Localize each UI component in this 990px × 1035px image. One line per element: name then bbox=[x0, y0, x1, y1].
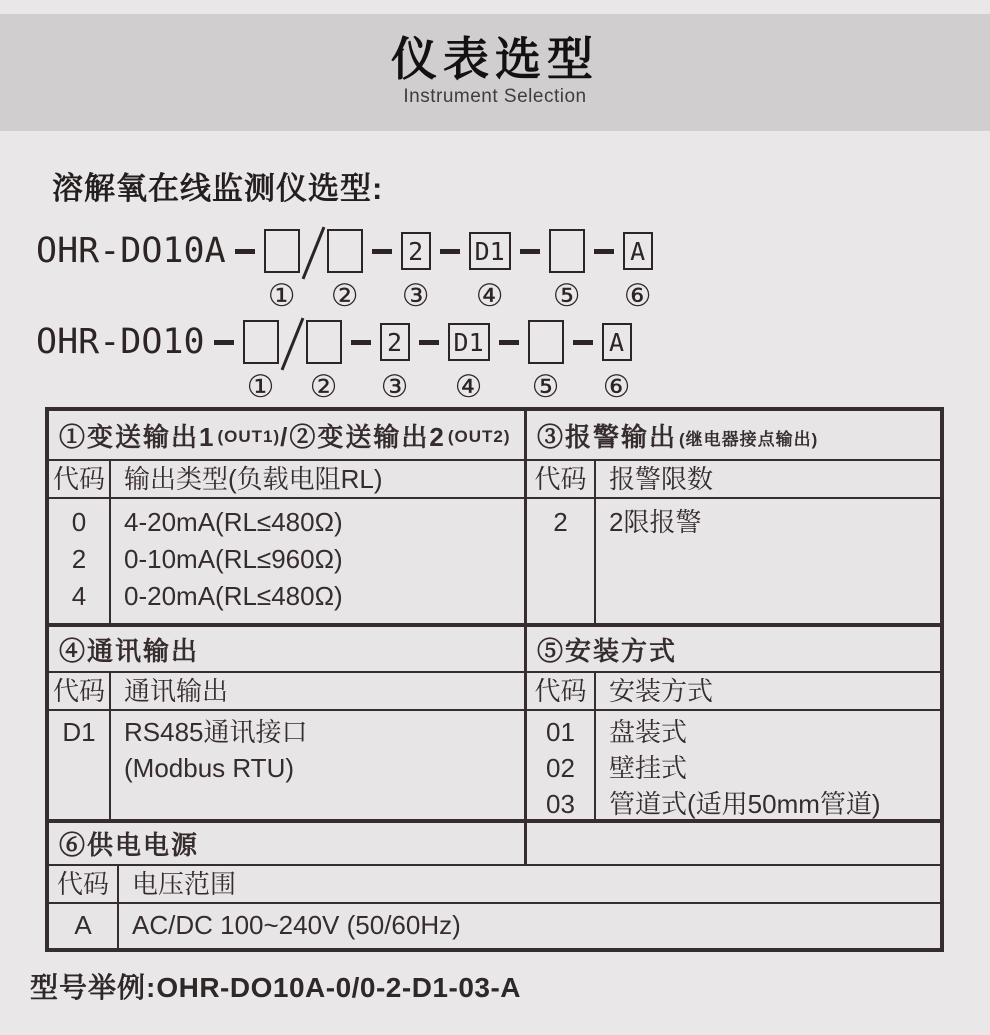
option-box bbox=[327, 229, 363, 273]
alarm-limit: 2限报警 bbox=[609, 507, 702, 537]
slash-separator bbox=[301, 226, 325, 279]
option-slot-2 bbox=[306, 318, 342, 403]
column-header-row-6 bbox=[49, 866, 940, 904]
dash-separator bbox=[351, 340, 371, 345]
option-slot-4 bbox=[448, 318, 490, 403]
model-example-line bbox=[30, 970, 990, 1006]
desc-cell bbox=[111, 499, 524, 623]
option-slot-2 bbox=[327, 227, 363, 312]
section-header-row-1-3 bbox=[49, 411, 940, 461]
mount-type: 管道式(适用50mm管道) bbox=[609, 789, 881, 819]
page-subtitle: Instrument Selection bbox=[403, 86, 587, 107]
model-prefix: OHR-DO10 bbox=[36, 322, 205, 362]
body-row-1-3 bbox=[49, 499, 940, 625]
option-box: A bbox=[623, 232, 653, 270]
code-value: 2 bbox=[71, 544, 87, 574]
comm-protocol: (Modbus RTU) bbox=[124, 753, 295, 783]
option-slot-5 bbox=[528, 318, 564, 403]
section-title-text: ④通讯输出 bbox=[59, 635, 200, 666]
code-cell bbox=[527, 711, 596, 819]
code-value: A bbox=[74, 910, 92, 940]
circled-number: ② bbox=[330, 278, 359, 313]
desc-cell bbox=[111, 711, 524, 819]
option-slot-3 bbox=[401, 227, 431, 312]
section-title-sub: (继电器接点输出) bbox=[679, 429, 819, 449]
option-slot-6 bbox=[602, 318, 632, 403]
desc-column-header: 安装方式 bbox=[609, 676, 714, 706]
code-column-header: 代码 bbox=[49, 461, 111, 497]
circled-number: ⑥ bbox=[623, 278, 652, 313]
dash-separator bbox=[499, 340, 519, 345]
option-slot-4 bbox=[469, 227, 511, 312]
desc-cell bbox=[596, 499, 940, 623]
model-pattern-row-a bbox=[36, 227, 990, 312]
section-4-title bbox=[49, 627, 527, 671]
example-label: 型号举例: bbox=[30, 972, 157, 1003]
section-header-row-4-5 bbox=[49, 625, 940, 673]
page-title: 仪表选型 bbox=[391, 33, 599, 85]
option-box bbox=[264, 229, 300, 273]
code-value: 01 bbox=[546, 717, 575, 747]
example-value: OHR-DO10A-0/0-2-D1-03-A bbox=[156, 972, 522, 1003]
section-3-title bbox=[527, 411, 940, 459]
option-slot-3 bbox=[380, 318, 410, 403]
circled-number: ③ bbox=[380, 369, 409, 404]
slash-separator bbox=[280, 317, 304, 370]
code-column-header: 代码 bbox=[49, 866, 119, 902]
model-prefix: OHR-DO10A bbox=[36, 231, 226, 271]
desc-cell bbox=[596, 711, 940, 819]
dash-separator bbox=[440, 249, 460, 254]
code-value: 0 bbox=[71, 507, 87, 537]
output-type: 0-10mA(RL≤960Ω) bbox=[124, 544, 343, 574]
code-cell bbox=[49, 711, 111, 819]
section-title-text: /②变送输出2 bbox=[280, 421, 446, 452]
dash-separator bbox=[372, 249, 392, 254]
code-cell bbox=[49, 499, 111, 623]
section-title-text: ⑥供电电源 bbox=[59, 830, 200, 860]
selection-table bbox=[45, 407, 944, 952]
circled-number: ① bbox=[246, 369, 275, 404]
code-value: 2 bbox=[553, 507, 568, 537]
dash-separator bbox=[594, 249, 614, 254]
option-box bbox=[528, 320, 564, 364]
circled-number: ⑤ bbox=[531, 369, 560, 404]
section-6-title bbox=[49, 823, 527, 864]
code-column-header: 代码 bbox=[49, 673, 111, 709]
circled-number: ⑥ bbox=[602, 369, 631, 404]
code-column-header: 代码 bbox=[527, 673, 596, 709]
section-header-row-6 bbox=[49, 821, 940, 866]
section-title-text: ③报警输出 bbox=[537, 421, 678, 452]
circled-number: ⑤ bbox=[552, 278, 581, 313]
voltage-range: AC/DC 100~240V (50/60Hz) bbox=[132, 910, 461, 940]
option-box: 2 bbox=[401, 232, 431, 270]
dash-separator bbox=[520, 249, 540, 254]
code-value: 03 bbox=[546, 789, 575, 819]
option-box bbox=[243, 320, 279, 364]
body-row-4-5 bbox=[49, 711, 940, 821]
code-value: D1 bbox=[62, 717, 96, 747]
dash-separator bbox=[573, 340, 593, 345]
option-box bbox=[549, 229, 585, 273]
desc-column-header: 报警限数 bbox=[609, 464, 714, 494]
section-title-text: ⑤安装方式 bbox=[537, 635, 678, 666]
desc-column-header: 电压范围 bbox=[132, 869, 237, 899]
option-box: A bbox=[602, 323, 632, 361]
code-column-header: 代码 bbox=[527, 461, 596, 497]
circled-number: ① bbox=[267, 278, 296, 313]
option-slot-5 bbox=[549, 227, 585, 312]
banner bbox=[0, 14, 990, 131]
circled-number: ④ bbox=[475, 278, 504, 313]
option-slot-6 bbox=[623, 227, 653, 312]
code-value: 02 bbox=[546, 753, 575, 783]
output-type: 4-20mA(RL≤480Ω) bbox=[124, 507, 343, 537]
code-cell bbox=[49, 904, 119, 948]
comm-interface: RS485通讯接口 bbox=[124, 717, 308, 747]
section-title-sub: (OUT2) bbox=[447, 427, 511, 446]
option-box bbox=[306, 320, 342, 364]
desc-column-header: 通讯输出 bbox=[124, 676, 229, 706]
section-title-text: ①变送输出1 bbox=[59, 421, 216, 452]
desc-cell bbox=[119, 904, 940, 948]
mount-type: 壁挂式 bbox=[609, 753, 688, 783]
mount-type: 盘装式 bbox=[609, 717, 688, 747]
column-header-row-1-3 bbox=[49, 461, 940, 499]
dash-separator bbox=[419, 340, 439, 345]
code-value: 4 bbox=[71, 581, 87, 611]
section-1-2-title bbox=[49, 411, 527, 459]
model-pattern-row-b bbox=[36, 318, 990, 403]
body-row-6 bbox=[49, 904, 940, 948]
dash-separator bbox=[235, 249, 255, 254]
circled-number: ② bbox=[309, 369, 338, 404]
column-header-row-4-5 bbox=[49, 673, 940, 711]
option-box: D1 bbox=[448, 323, 490, 361]
section-title-sub: (OUT1) bbox=[217, 427, 281, 446]
section-5-title bbox=[527, 627, 940, 671]
dash-separator bbox=[214, 340, 234, 345]
selection-heading: 溶解氧在线监测仪选型: bbox=[52, 171, 384, 206]
option-box: D1 bbox=[469, 232, 511, 270]
code-cell bbox=[527, 499, 596, 623]
output-type: 0-20mA(RL≤480Ω) bbox=[124, 581, 343, 611]
circled-number: ③ bbox=[401, 278, 430, 313]
option-box: 2 bbox=[380, 323, 410, 361]
option-slot-1 bbox=[264, 227, 300, 312]
model-pattern-area bbox=[36, 227, 990, 403]
circled-number: ④ bbox=[454, 369, 483, 404]
option-slot-1 bbox=[243, 318, 279, 403]
desc-column-header: 输出类型(负载电阻RL) bbox=[124, 464, 383, 494]
empty-cell bbox=[527, 823, 940, 864]
